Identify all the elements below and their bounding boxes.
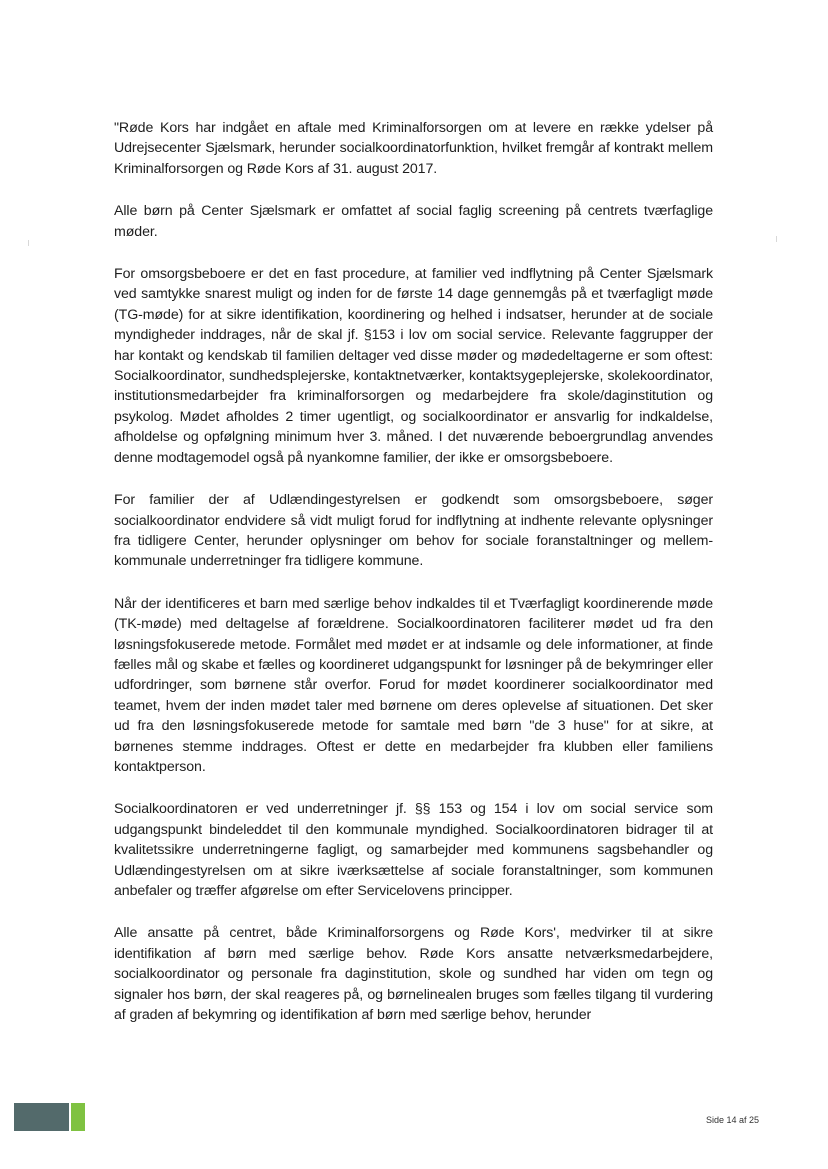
logo-dark-block <box>14 1103 69 1131</box>
footer-logo <box>14 1103 89 1131</box>
paragraph-6: Socialkoordinatoren er ved underretninger jf. §§ 153 og 154 i lov om social service som udgangspunkt bindeleddet til den kommunale myndighed. Socialkoordinatoren bidrager til at kvalitetssikre underretningerne fagligt, og samarbejder med kommunens sagsbehandler og Udlændingestyrelsen om at sikre iværksættelse af sociale foranstaltninger, som kommunen anbefaler og træffer afgørelse om efter Servicelovens principper. <box>114 801 713 899</box>
paragraph-1: "Røde Kors har indgået en aftale med Kriminalforsorgen om at levere en række ydelser på Udrejsecenter Sjælsmark, herunder socialkoordinatorfunktion, hvilket fremgår af kontrakt mellem Kriminalforsorgen og Røde Kors af 31. august 2017. <box>114 120 713 177</box>
paragraph-5: Når der identificeres et barn med særlige behov indkaldes til et Tværfagligt koordinerende møde (TK-møde) med deltagelse af forældrene. Socialkoordinatoren faciliterer mødet ud fra den løsningsfokuserede metode. Formålet med mødet er at indsamle og dele informationer, at finde fælles mål og skabe et fælles og koordineret udgangspunkt for løsninger på de bekymringer eller udfordringer, som børnene står overfor. Forud for mødet koordinerer socialkoordinator med teamet, hvem der inden mødet taler med børnene om deres oplevelse af situationen. Det sker ud fra den løsningsfokuserede metode for samtale med børn "de 3 huse" for at sikre, at børnenes stemme inddrages. Oftest er dette en medarbejder fra klubben eller familiens kontaktperson. <box>114 595 713 775</box>
paragraph-3: For omsorgsbeboere er det en fast procedure, at familier ved indflytning på Center Sjælsmark ved samtykke snarest muligt og inden for de første 14 dage gennemgås på et tværfagligt møde (TG-møde) for at sikre identifikation, koordinering og helhed i indsatser, herunder at de sociale myndigheder inddrages, når de skal jf. §153 i lov om social service. Relevante faggrupper der har kontakt og kendskab til familien deltager ved disse møder og mødedeltagerne er som oftest: Socialkoordinator, sundhedsplejerske, kontaktnetværker, kontaktsygeplejerske, skolekoordinator, institutionsmedarbejder fra kriminalforsorgen og medarbejdere fra skole/daginstitution og psykolog. Mødet afholdes 2 timer ugentligt, og socialkoordinator er ansvarlig for indkaldelse, afholdelse og opfølgning minimum hver 3. måned. I det nuværende beboergrundlag anvendes denne modtagemodel også på nyankomne familier, der ikke er omsorgsbeboere. <box>114 266 713 466</box>
logo-green-block <box>71 1103 85 1131</box>
scan-artifact <box>776 236 777 242</box>
page-number: Side 14 af 25 <box>706 1115 760 1125</box>
paragraph-2: Alle børn på Center Sjælsmark er omfattet af social faglig screening på centrets tværfaglige møder. <box>114 203 713 240</box>
scan-artifact <box>28 240 29 246</box>
body-text <box>114 118 713 1045</box>
paragraph-7: Alle ansatte på centret, både Kriminalforsorgens og Røde Kors', medvirker til at sikre identifikation af børn med særlige behov. Røde Kors ansatte netværksmedarbejdere, socialkoordinator og personale fra daginstitution, skole og sundhed har viden om tegn og signaler hos børn, der skal reageres på, og børnelinealen bruges som fælles tilgang til vurdering af graden af bekymring og identifikation af børn med særlige behov, herunder <box>114 925 713 1024</box>
paragraph-4: For familier der af Udlændingestyrelsen er godkendt som omsorgsbeboere, søger socialkoordinator endvidere så vidt muligt forud for indflytning at indhente relevante oplysninger fra tidligere Center, herunder oplysninger om behov for sociale foranstaltninger og mellem-kommunale underretninger fra tidligere kommune. <box>114 492 713 570</box>
